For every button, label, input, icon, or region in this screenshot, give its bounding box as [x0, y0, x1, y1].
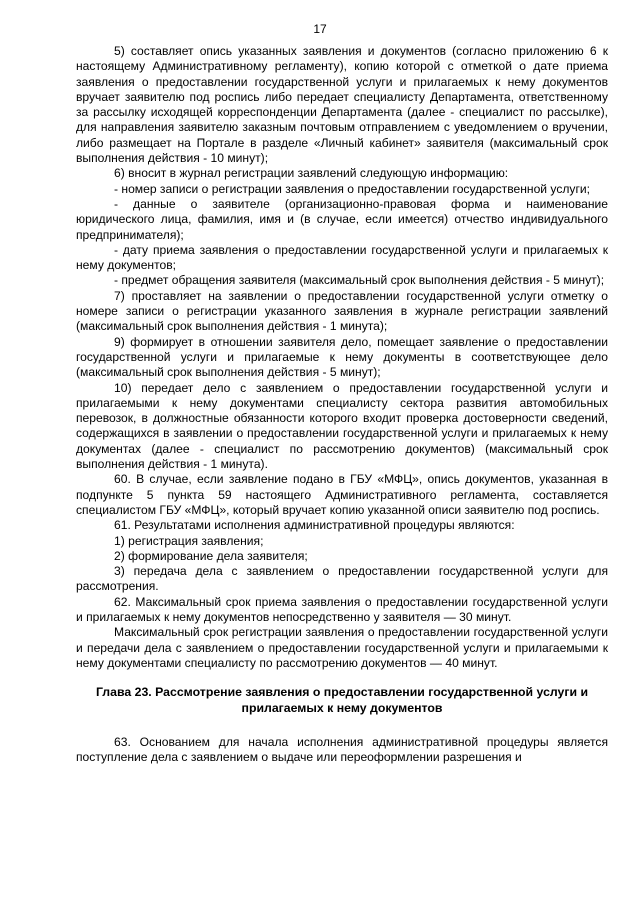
paragraph: 5) составляет опись указанных заявления и документов (согласно приложению 6 к настоящему Административному регламенту), копию которой с отметкой о дате приема заявления о предоставлении государственной услуги и прилагаемых к нему документов вручает заявителю под роспись либо передает специалисту Департамента, ответственному за рассылку исходящей корреспонденции Департамента (далее - специалист по рассылке), для направления заявителю заказным почтовым отправлением с уведомлением о вручении, либо размещает на Портале в разделе «Личный кабинет» заявителя (максимальный срок выполнения действия - 10 минут);	[76, 44, 608, 166]
paragraph: 61. Результатами исполнения административной процедуры являются:	[114, 518, 515, 533]
list-item: 2) формирование дела заявителя;	[114, 548, 308, 563]
list-item: - данные о заявителе (организационно-правовая форма и наименование юридического лица, фамилия, имя и (в случае, если имеется) отчество индивидуального предпринимателя);	[76, 196, 608, 242]
page-number: 17	[313, 22, 327, 36]
paragraph: Максимальный срок регистрации заявления о предоставлении государственной услуги и передачи дела с заявлением о предоставлении государственной услуги и прилагаемыми к нему документами специалисту по рассмотрению документов — 40 минут.	[76, 625, 608, 670]
list-item: 3) передача дела с заявлением о предоставлении государственной услуги для рассмотрения.	[76, 564, 608, 594]
paragraph: 9) формирует в отношении заявителя дело, помещает заявление о предоставлении государственной услуги и прилагаемые к нему документы в соответствующее дело (максимальный срок выполнения действия - 5 минут);	[76, 334, 608, 380]
list-item: 1) регистрация заявления;	[114, 533, 264, 548]
paragraph: 6) вносит в журнал регистрации заявлений следующую информацию:	[114, 166, 509, 181]
list-item: - номер записи о регистрации заявления о предоставлении государственной услуги;	[114, 181, 591, 196]
paragraph: 63. Основанием для начала исполнения административной процедуры является поступление дела с заявлением о выдаче или переоформлении разрешения и	[76, 735, 608, 765]
chapter-heading: Глава 23. Рассмотрение заявления о предоставлении государственной услуги и прилагаемых к нему документов	[95, 685, 589, 715]
list-item: - предмет обращения заявителя (максимальный срок выполнения действия - 5 минут);	[114, 273, 605, 288]
document-body	[76, 44, 608, 766]
paragraph: 7) проставляет на заявлении о предоставлении государственной услуги отметку о номере записи о регистрации указанного заявления в журнале регистрации заявлений (максимальный срок выполнения действия - 1 минута);	[76, 288, 608, 334]
paragraph: 60. В случае, если заявление подано в ГБУ «МФЦ», опись документов, указанная в подпункте 5 пункта 59 настоящего Административного регламента, составляется специалистом ГБУ «МФЦ», который вручает копию указанной описи заявителю под роспись.	[76, 472, 608, 517]
paragraph: 10) передает дело с заявлением о предоставлении государственной услуги и прилагаемыми к нему документами специалисту сектора развития автомобильных перевозок, в должностные обязанности которого входит проверка достоверности сведений, содержащихся в заявлении о предоставлении государственной услуги и прилагаемых к нему документах (далее - специалист по рассмотрению документов) (максимальный срок выполнения действия - 1 минута).	[76, 380, 608, 472]
list-item: - дату приема заявления о предоставлении государственной услуги и прилагаемых к нему документов;	[76, 242, 608, 273]
paragraph: 62. Максимальный срок приема заявления о предоставлении государственной услуги и прилагаемых к нему документов непосредственно у заявителя — 30 минут.	[76, 594, 608, 624]
